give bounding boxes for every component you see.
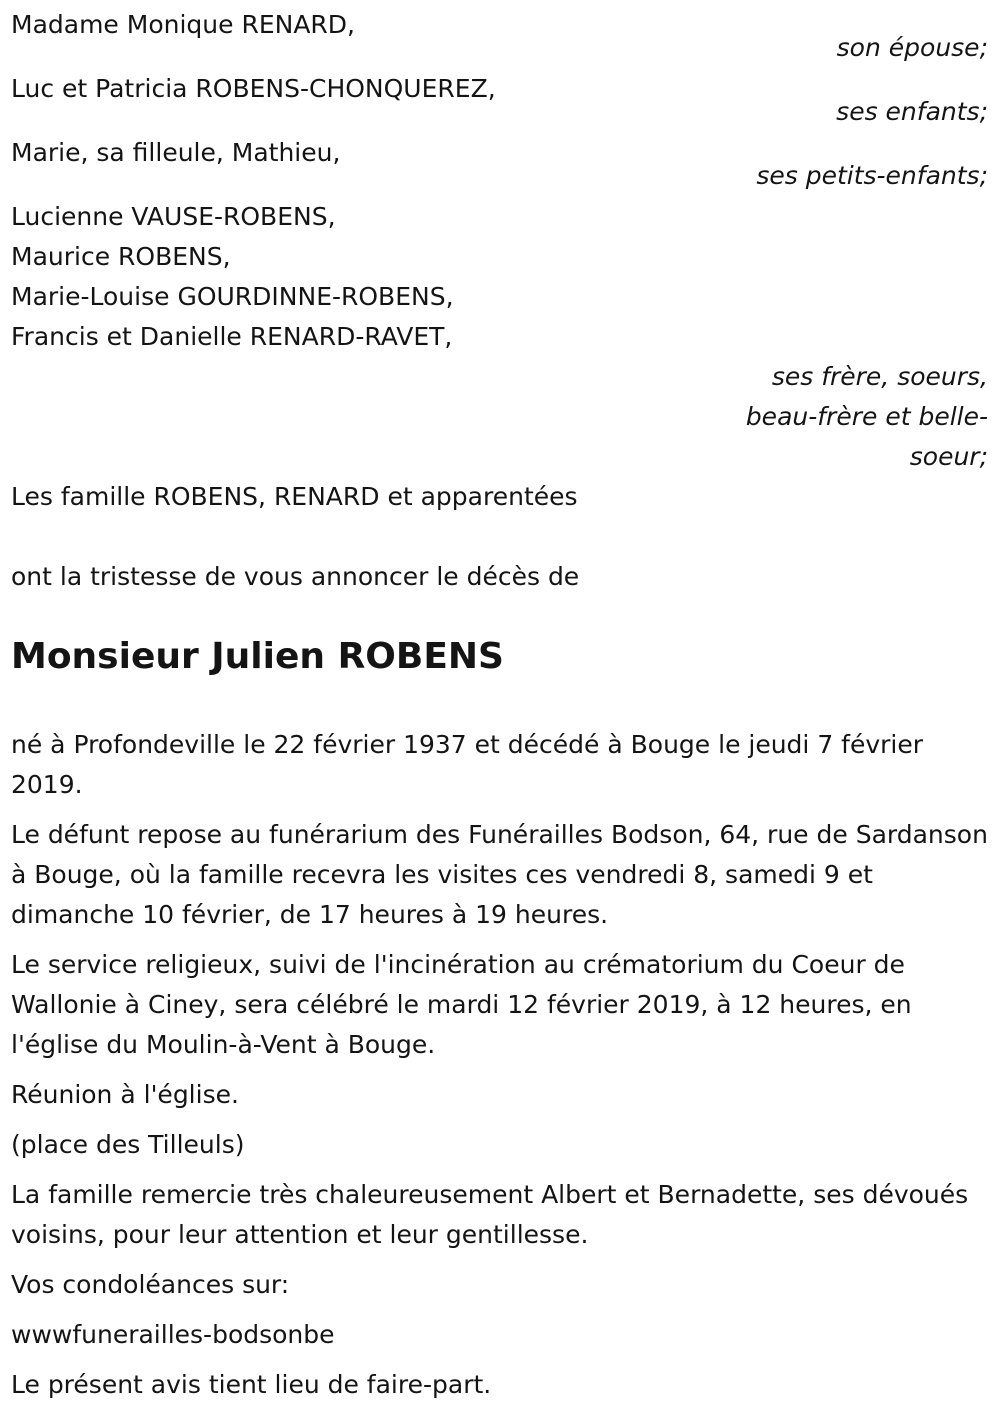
funerarium-info: Le défunt repose au funérarium des Funérailles Bodson, 64, rue de Sardanson à Bouge, où la famille recevra les visites ces vendredi 8, samedi 9 et dimanche 10 février, de 17 heures à 19 heures. — [11, 820, 988, 929]
spouse-name: Madame Monique RENARD, — [11, 10, 355, 39]
siblings-relation-line: soeur; — [909, 442, 988, 471]
grandchildren-names: Marie, sa filleule, Mathieu, — [11, 138, 341, 167]
sibling-name: Francis et Danielle RENARD-RAVET, — [11, 322, 453, 351]
siblings-relation-line: ses frère, soeurs, — [771, 362, 988, 391]
meeting-info: Réunion à l'église. — [11, 1080, 239, 1109]
siblings-relation-line: beau-frère et belle- — [745, 402, 988, 431]
extended-family: Les famille ROBENS, RENARD et apparentées — [11, 482, 578, 511]
siblings-group — [11, 197, 990, 477]
sibling-name: Marie-Louise GOURDINNE-ROBENS, — [11, 282, 454, 311]
children-group — [11, 69, 990, 132]
children-names: Luc et Patricia ROBENS-CHONQUEREZ, — [11, 74, 496, 103]
sibling-name: Maurice ROBENS, — [11, 242, 231, 271]
grandchildren-relation: ses petits-enfants; — [756, 161, 988, 190]
announcement-text: ont la tristesse de vous annoncer le décès de — [11, 562, 580, 591]
closing-note: Le présent avis tient lieu de faire-part. — [11, 1370, 492, 1399]
spouse-group — [11, 5, 990, 68]
condolences-label: Vos condoléances sur: — [11, 1270, 290, 1299]
sibling-name: Lucienne VAUSE-ROBENS, — [11, 202, 336, 231]
spouse-relation: son épouse; — [836, 33, 988, 62]
meeting-place: (place des Tilleuls) — [11, 1130, 245, 1159]
grandchildren-group — [11, 133, 990, 196]
condolences-website: wwwfunerailles-bodsonbe — [11, 1320, 335, 1349]
thanks-text: La famille remercie très chaleureusement Albert et Bernadette, ses dévoués voisins, pour leur attention et leur gentillesse. — [11, 1180, 969, 1249]
children-relation: ses enfants; — [836, 97, 988, 126]
birth-death-info: né à Profondeville le 22 février 1937 et décédé à Bouge le jeudi 7 février 2019. — [11, 730, 924, 799]
details-section — [11, 725, 990, 1405]
service-info: Le service religieux, suivi de l'incinération au crématorium du Coeur de Wallonie à Ciney, sera célébré le mardi 12 février 2019, à 12 heures, en l'église du Moulin-à-Vent à Bouge. — [11, 950, 912, 1059]
deceased-name: Monsieur Julien ROBENS — [11, 636, 504, 677]
